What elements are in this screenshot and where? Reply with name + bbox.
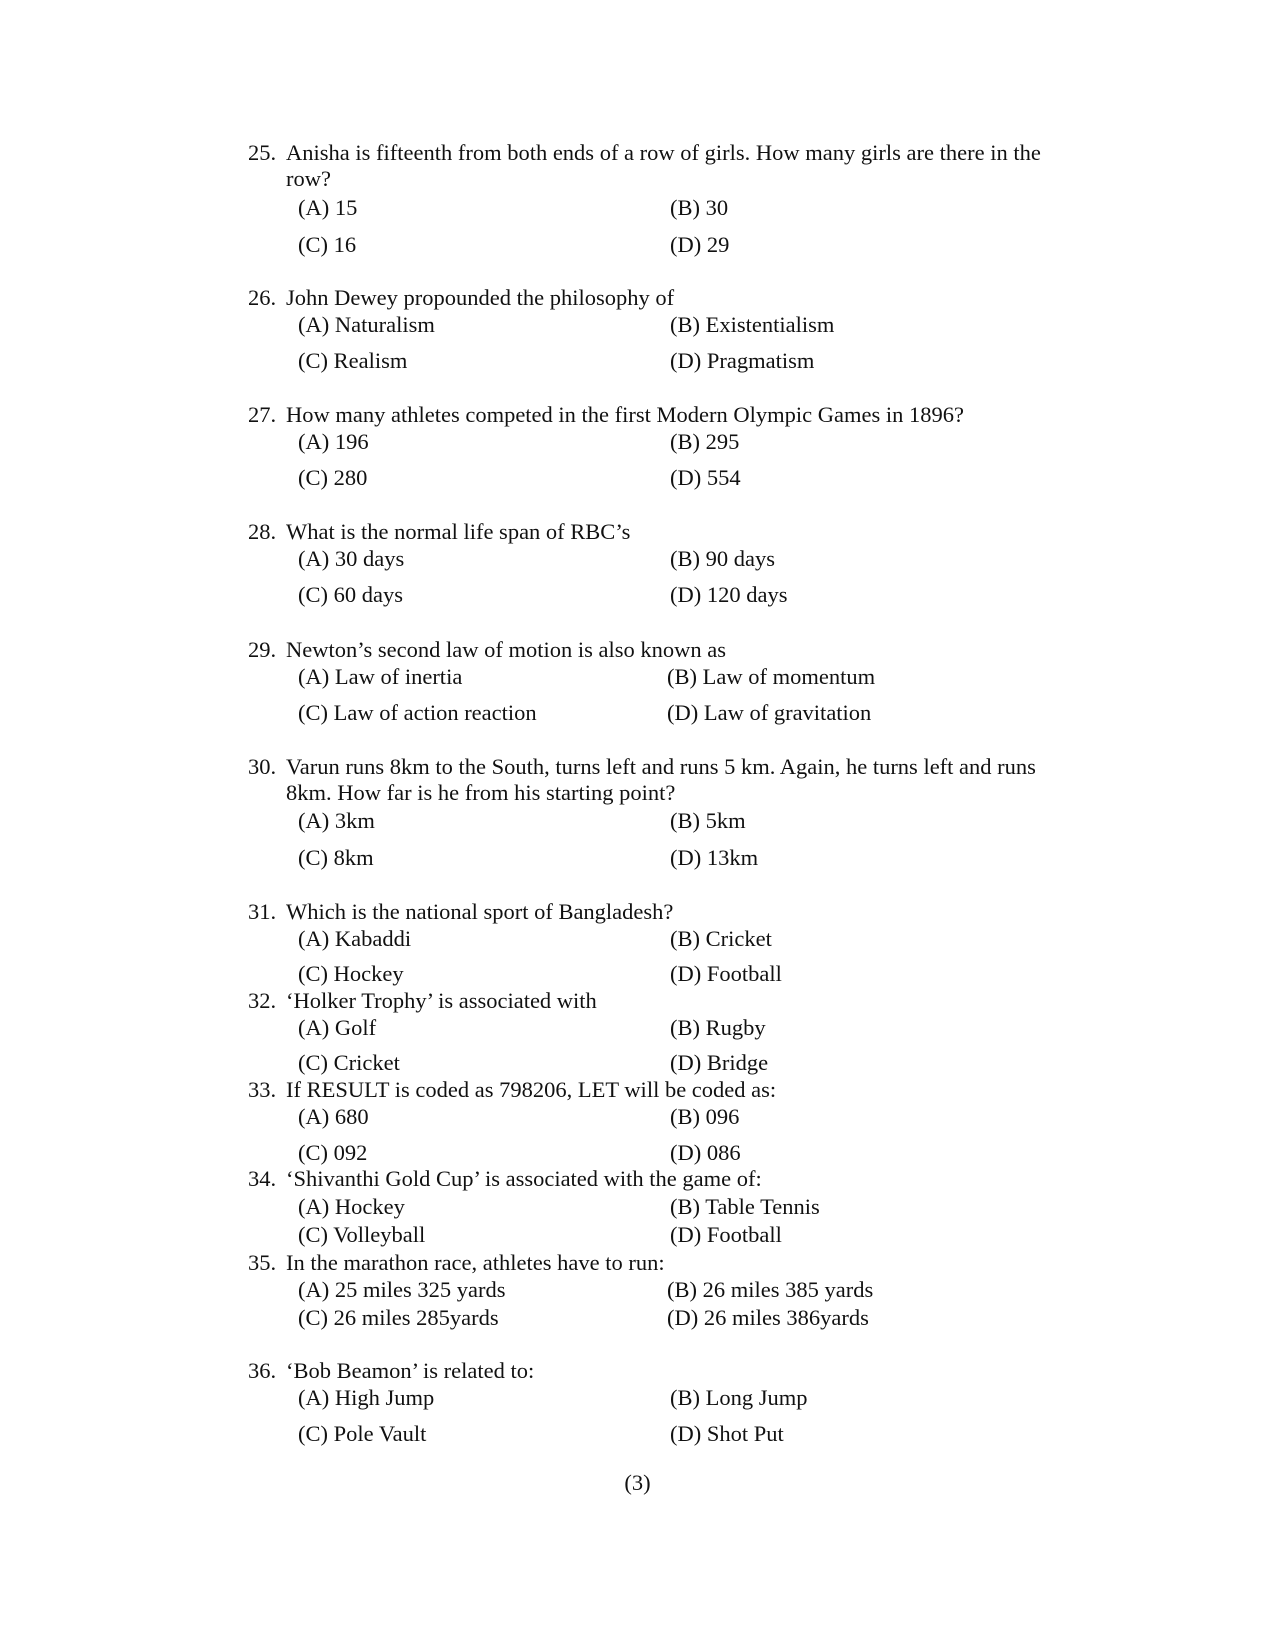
option-b: (B) 5km <box>670 808 746 833</box>
option-d: (D) 29 <box>670 232 730 257</box>
question-text: If RESULT is coded as 798206, LET will be coded as: <box>286 1077 777 1102</box>
option-b: (B) 90 days <box>670 546 775 571</box>
option-c: (C) Hockey <box>298 961 404 986</box>
option-c: (C) 8km <box>298 845 374 870</box>
option-b: (B) Long Jump <box>670 1385 808 1410</box>
option-b: (B) 295 <box>670 429 740 454</box>
question-number: 29. <box>248 637 277 662</box>
question-text: Newton’s second law of motion is also known as <box>286 637 726 662</box>
question-number: 31. <box>248 899 277 924</box>
question-number: 36. <box>248 1358 277 1383</box>
option-a: (A) High Jump <box>298 1385 435 1410</box>
option-a: (A) 15 <box>298 195 358 220</box>
question-text: Anisha is fifteenth from both ends of a row of girls. How many girls are there in the row? <box>286 140 1041 191</box>
option-a: (A) Kabaddi <box>298 926 412 951</box>
option-d: (D) 554 <box>670 465 741 490</box>
question-number: 27. <box>248 402 277 427</box>
option-c: (C) Realism <box>298 348 408 373</box>
option-a: (A) 680 <box>298 1104 369 1129</box>
option-b: (B) Existentialism <box>670 312 835 337</box>
option-c: (C) 092 <box>298 1140 368 1165</box>
option-c: (C) 26 miles 285yards <box>298 1305 499 1330</box>
question-text: ‘Bob Beamon’ is related to: <box>286 1358 535 1383</box>
option-c: (C) Pole Vault <box>298 1421 427 1446</box>
question-text: Varun runs 8km to the South, turns left and runs 5 km. Again, he turns left and runs 8km. How far is he from his starting point? <box>286 754 1036 805</box>
option-d: (D) Football <box>670 961 782 986</box>
option-a: (A) 30 days <box>298 546 405 571</box>
option-c: (C) Volleyball <box>298 1222 426 1247</box>
option-c: (C) 280 <box>298 465 368 490</box>
question-text: ‘Holker Trophy’ is associated with <box>286 988 597 1013</box>
question-text: What is the normal life span of RBC’s <box>286 519 631 544</box>
question-text: Which is the national sport of Bangladesh? <box>286 899 674 924</box>
question-number: 34. <box>248 1166 277 1191</box>
question-number: 25. <box>248 140 277 165</box>
option-a: (A) Hockey <box>298 1194 405 1219</box>
option-a: (A) 25 miles 325 yards <box>298 1277 506 1302</box>
page-number: (3) <box>624 1470 651 1495</box>
question-text: John Dewey propounded the philosophy of <box>286 285 675 310</box>
option-b: (B) 26 miles 385 yards <box>667 1277 874 1302</box>
question-number: 28. <box>248 519 277 544</box>
option-d: (D) 086 <box>670 1140 741 1165</box>
option-b: (B) Law of momentum <box>667 664 876 689</box>
question-number: 33. <box>248 1077 277 1102</box>
option-a: (A) 3km <box>298 808 375 833</box>
option-d: (D) 26 miles 386yards <box>667 1305 869 1330</box>
question-text: How many athletes competed in the first Modern Olympic Games in 1896? <box>286 402 964 427</box>
question-number: 32. <box>248 988 277 1013</box>
option-d: (D) Shot Put <box>670 1421 784 1446</box>
option-c: (C) Law of action reaction <box>298 700 537 725</box>
option-c: (C) Cricket <box>298 1050 400 1075</box>
option-b: (B) Table Tennis <box>670 1194 820 1219</box>
question-number: 35. <box>248 1250 277 1275</box>
option-a: (A) Golf <box>298 1015 377 1040</box>
option-d: (D) 13km <box>670 845 759 870</box>
option-d: (D) 120 days <box>670 582 788 607</box>
option-d: (D) Pragmatism <box>670 348 815 373</box>
option-d: (D) Bridge <box>670 1050 769 1075</box>
option-b: (B) 096 <box>670 1104 740 1129</box>
option-b: (B) 30 <box>670 195 729 220</box>
question-text: ‘Shivanthi Gold Cup’ is associated with the game of: <box>286 1166 762 1191</box>
option-a: (A) Naturalism <box>298 312 435 337</box>
option-c: (C) 16 <box>298 232 357 257</box>
question-text: In the marathon race, athletes have to run: <box>286 1250 665 1275</box>
option-a: (A) Law of inertia <box>298 664 463 689</box>
option-a: (A) 196 <box>298 429 369 454</box>
question-number: 26. <box>248 285 277 310</box>
question-number: 30. <box>248 754 277 779</box>
option-c: (C) 60 days <box>298 582 403 607</box>
option-b: (B) Cricket <box>670 926 772 951</box>
option-b: (B) Rugby <box>670 1015 766 1040</box>
option-d: (D) Football <box>670 1222 782 1247</box>
option-d: (D) Law of gravitation <box>667 700 872 725</box>
